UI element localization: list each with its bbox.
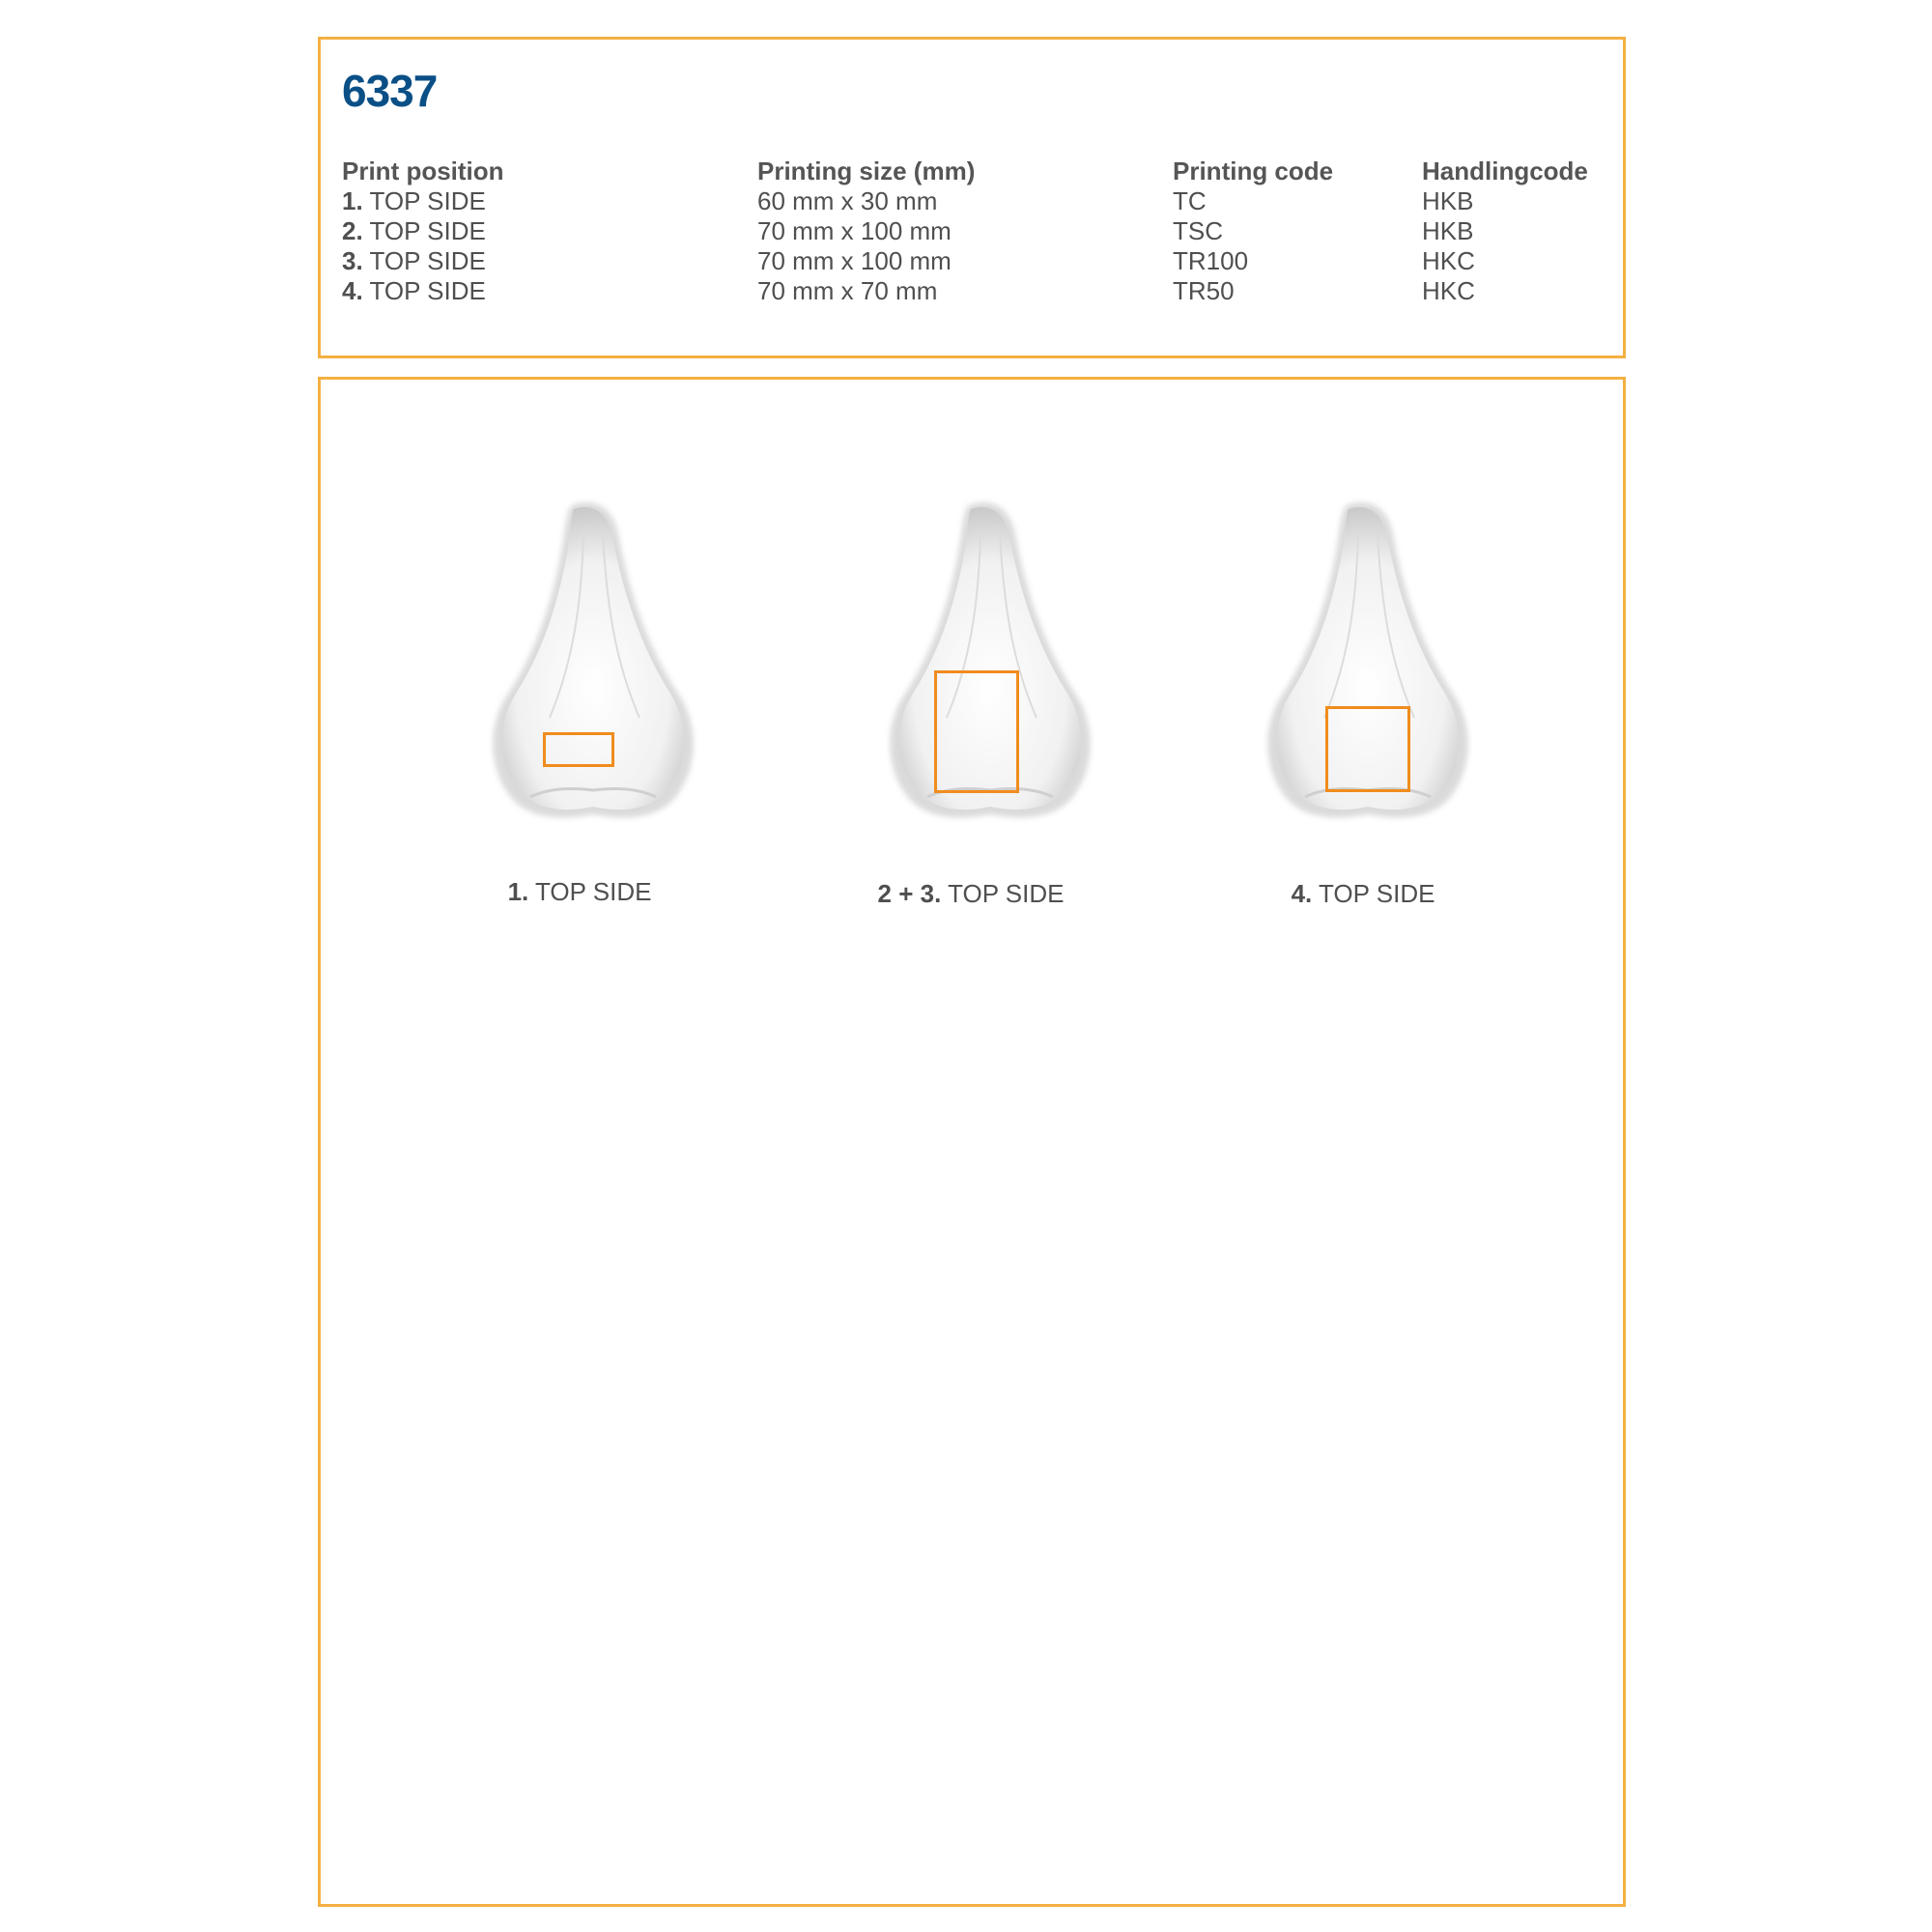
product-id: 6337 <box>342 66 438 116</box>
printing-code-header: Printing code <box>1173 156 1334 185</box>
printing-code-column <box>1173 156 1333 306</box>
print-position-header: Print position <box>342 156 504 185</box>
printing-code-cell: TR100 <box>1173 246 1249 275</box>
diagram-caption: 4. TOP SIDE <box>1291 879 1435 908</box>
printing-size-column <box>757 156 975 306</box>
printing-size-cell: 60 mm x 30 mm <box>757 186 938 215</box>
printing-code-cell: TC <box>1173 186 1207 215</box>
printing-size-cell: 70 mm x 100 mm <box>757 246 952 275</box>
print-position-cell: 3. TOP SIDE <box>342 246 486 275</box>
printing-code-cell: TSC <box>1173 216 1223 245</box>
handling-code-cell: HKC <box>1422 246 1475 275</box>
handling-code-cell: HKC <box>1422 276 1475 305</box>
print-diagram-panel <box>318 377 1626 1907</box>
handling-code-cell: HKB <box>1422 216 1474 245</box>
print-position-column <box>342 156 504 306</box>
handling-code-column <box>1422 156 1588 306</box>
print-position-cell: 1. TOP SIDE <box>342 186 486 215</box>
handling-code-header: Handlingcode <box>1422 156 1588 185</box>
handling-code-cell: HKB <box>1422 186 1474 215</box>
saddle-cover-illustration <box>448 496 738 843</box>
print-area-rect-2-3 <box>934 670 1019 793</box>
printing-size-cell: 70 mm x 100 mm <box>757 216 952 245</box>
printing-size-cell: 70 mm x 70 mm <box>757 276 938 305</box>
diagram-caption: 2 + 3. TOP SIDE <box>877 879 1065 908</box>
saddle-cover-image <box>448 496 738 843</box>
print-info-panel <box>318 37 1626 358</box>
print-area-rect-4 <box>1325 706 1410 792</box>
printing-code-cell: TR50 <box>1173 276 1235 305</box>
print-position-cell: 4. TOP SIDE <box>342 276 486 305</box>
printing-size-header: Printing size (mm) <box>757 156 976 185</box>
print-position-cell: 2. TOP SIDE <box>342 216 486 245</box>
diagram-caption: 1. TOP SIDE <box>507 877 652 906</box>
print-area-rect-1 <box>543 732 614 767</box>
